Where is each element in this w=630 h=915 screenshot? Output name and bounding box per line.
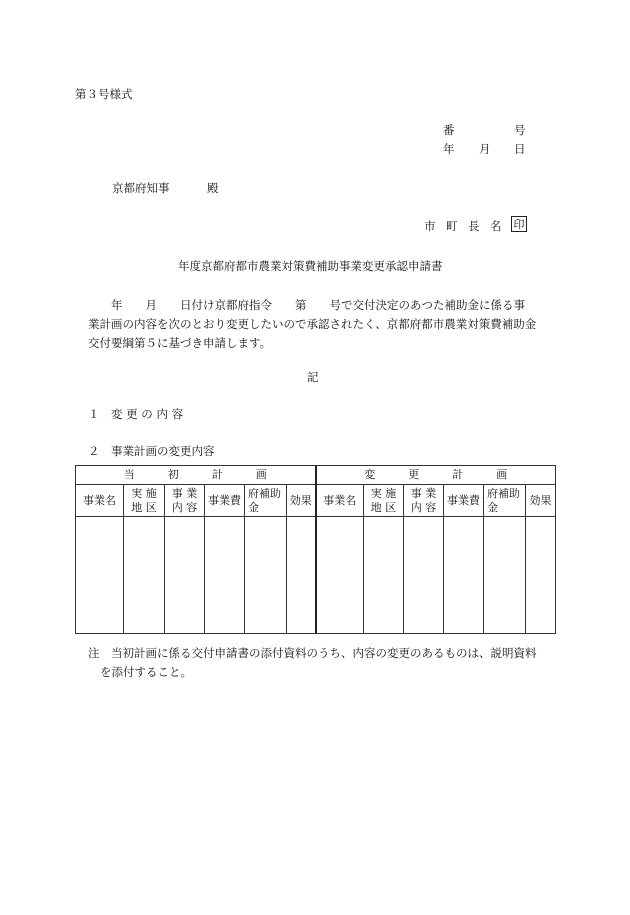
changed-cost-header: 事業費 xyxy=(444,485,484,517)
original-cost-cell[interactable] xyxy=(205,517,245,634)
addressee-honorific: 殿 xyxy=(207,181,219,195)
changed-content-cell[interactable] xyxy=(404,517,444,634)
applicant-char-3: 長 xyxy=(468,219,480,233)
changed-project-name-header: 事業名 xyxy=(316,485,364,517)
changed-area-header: 実 施 地 区 xyxy=(364,485,404,517)
original-content-cell[interactable] xyxy=(165,517,205,634)
form-number: 第３号様式 xyxy=(75,87,133,101)
original-cost-header: 事業費 xyxy=(205,485,245,517)
section-2-heading: ２ 事業計画の変更内容 xyxy=(88,444,215,458)
body-text-line-3: 交付要綱第５に基づき申請します。 xyxy=(88,336,272,350)
ki-heading: 記 xyxy=(307,370,319,384)
date-month-label: 月 xyxy=(479,142,491,156)
body-text-line-1: 年 月 日付け京都府指令 第 号で交付決定のあつた補助金に係る事 xyxy=(88,298,525,312)
applicant-char-4: 名 xyxy=(490,219,502,233)
applicant-char-2: 町 xyxy=(446,219,458,233)
changed-subsidy-header: 府補助 金 xyxy=(484,485,526,517)
reference-number-label: 番 xyxy=(443,123,455,137)
original-effect-header: 効果 xyxy=(287,485,316,517)
note-line-1: 注 当初計画に係る交付申請書の添付資料のうち、内容の変更のあるものは、説明資料 xyxy=(88,646,537,660)
changed-effect-cell[interactable] xyxy=(526,517,556,634)
date-year-label: 年 xyxy=(443,142,455,156)
changed-subsidy-cell[interactable] xyxy=(484,517,526,634)
note-line-2: を添付すること。 xyxy=(100,665,192,679)
changed-plan-header: 変 更 計 画 xyxy=(316,466,556,485)
date-day-label: 日 xyxy=(514,142,526,156)
document-title: 年度京都府都市農業対策費補助事業変更承認申請書 xyxy=(178,259,443,273)
body-text-line-2: 業計画の内容を次のとおり変更したいので承認されたく、京都府都市農業対策費補助金 xyxy=(88,317,537,331)
section-1-heading: １ 変 更 の 内 容 xyxy=(88,407,184,421)
original-area-cell[interactable] xyxy=(124,517,165,634)
reference-number-suffix: 号 xyxy=(514,123,526,137)
changed-project-name-cell[interactable] xyxy=(316,517,364,634)
applicant-char-1: 市 xyxy=(424,219,436,233)
changed-content-header: 事 業 内 容 xyxy=(404,485,444,517)
original-area-header: 実 施 地 区 xyxy=(124,485,165,517)
original-project-name-header: 事業名 xyxy=(76,485,124,517)
changed-effect-header: 効果 xyxy=(526,485,556,517)
original-project-name-cell[interactable] xyxy=(76,517,124,634)
seal-stamp: 印 xyxy=(511,216,527,232)
original-effect-cell[interactable] xyxy=(287,517,316,634)
changed-area-cell[interactable] xyxy=(364,517,404,634)
changed-cost-cell[interactable] xyxy=(444,517,484,634)
plan-change-table xyxy=(75,465,556,634)
original-content-header: 事 業 内 容 xyxy=(165,485,205,517)
original-subsidy-cell[interactable] xyxy=(245,517,287,634)
addressee-name: 京都府知事 xyxy=(112,181,170,195)
original-subsidy-header: 府補助 金 xyxy=(245,485,287,517)
original-plan-header: 当 初 計 画 xyxy=(76,466,316,485)
